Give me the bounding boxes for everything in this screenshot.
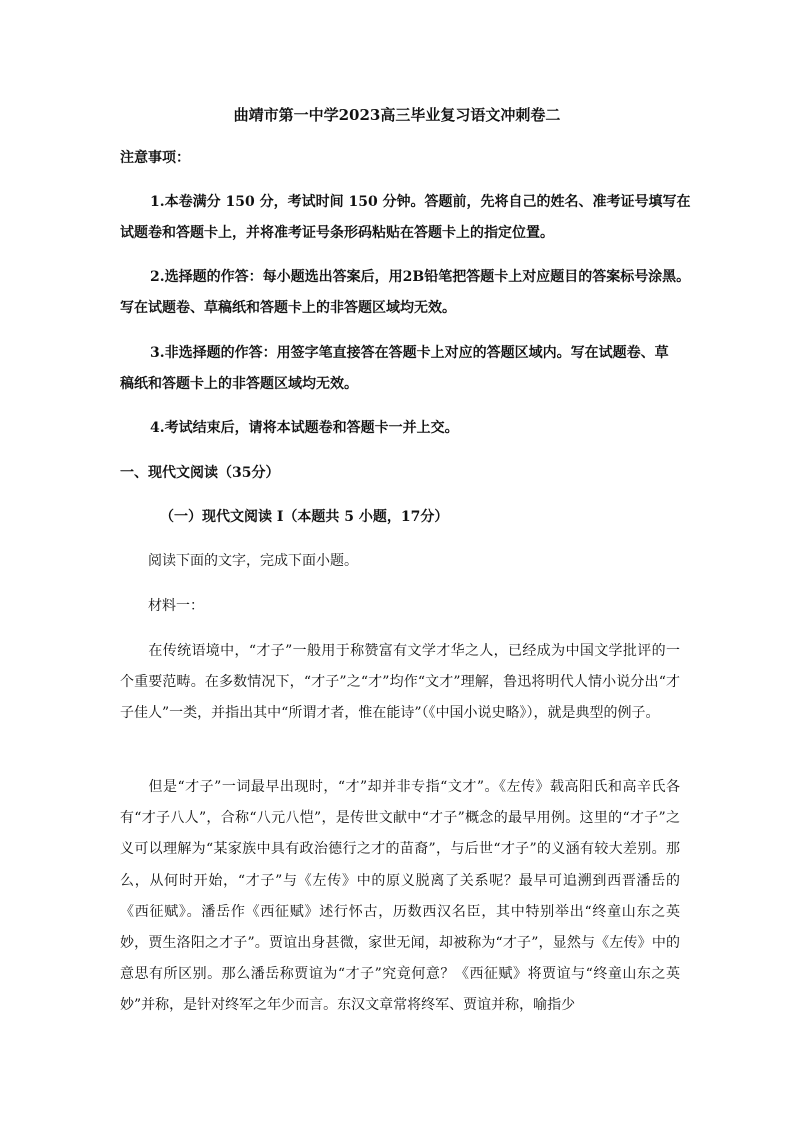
- document-title: 曲靖市第一中学2023高三毕业复习语文冲刺卷二: [233, 106, 561, 124]
- notice-item-1-line-1: 1.本卷满分 150 分，考试时间 150 分钟。答题前，先将自己的姓名、准考证号填写在: [150, 194, 691, 210]
- notice-item-4: 4.考试结束后，请将本试题卷和答题卡一并上交。: [150, 420, 459, 436]
- material-paragraph-2-text: 但是“才子”一词最早出现时，“才”却并非专指“文才”。《左传》载高阳氏和高辛氏各有“才子八人”，合称“八元八恺”，是传世文献中“才子”概念的最早用例。这里的“才子”之义可以理解为“某家族中具有政治德行之才的苗裔”，与后世“才子”的义涵有较大差别。那么，从何时开始，“才子”与《左传》中的原义脱离了关系呢？最早可追溯到西晋潘岳的《西征赋》。潘岳作《西征赋》述行怀古，历数西汉名臣，其中特别举出“终童山东之英妙，贾生洛阳之才子”。贾谊出身甚微，家世无闻，却被称为“才子”，显然与《左传》中的意思有所区别。那么潘岳称贾谊为“才子”究竟何意？《西征赋》将贾谊与“终童山东之英妙”并称，是针对终军之年少而言。东汉文章常将终军、贾谊并称，喻指少: [120, 779, 680, 1014]
- notice-item-3-line-2: 稿纸和答题卡上的非答题区域均无效。: [120, 376, 358, 392]
- notice-item-1-line-2: 试题卷和答题卡上，并将准考证号条形码粘贴在答题卡上的指定位置。: [120, 225, 554, 241]
- section-heading: 一、现代文阅读（35分）: [120, 465, 280, 481]
- notice-item-2-line-2: 写在试题卷、草稿纸和答题卡上的非答题区域均无效。: [120, 300, 456, 316]
- notice-item-3-line-1: 3.非选择题的作答：用签字笔直接答在答题卡上对应的答题区域内。写在试题卷、草: [150, 345, 669, 361]
- notice-heading: 注意事项：: [120, 150, 190, 166]
- material-paragraph-2: [120, 772, 680, 1022]
- material-paragraph-1: [120, 636, 680, 730]
- notice-item-2-line-1: 2.选择题的作答：每小题选出答案后，用2B铅笔把答题卡上对应题目的答案标号涂黑。: [150, 269, 691, 285]
- reading-instruction: 阅读下面的文字，完成下面小题。: [148, 553, 358, 569]
- material-paragraph-1-text: 在传统语境中，“才子”一般用于称赞富有文学才华之人，已经成为中国文学批评的一个重要范畴。在多数情况下，“才子”之“才”均作“文才”理解，鲁迅将明代人情小说分出“才子佳人”一类，并指出其中“所谓才者，惟在能诗”（《中国小说史略》），就是典型的例子。: [120, 643, 680, 722]
- subsection-heading: （一）现代文阅读 I（本题共 5 小题，17分）: [160, 509, 449, 525]
- material-label: 材料一：: [148, 598, 204, 614]
